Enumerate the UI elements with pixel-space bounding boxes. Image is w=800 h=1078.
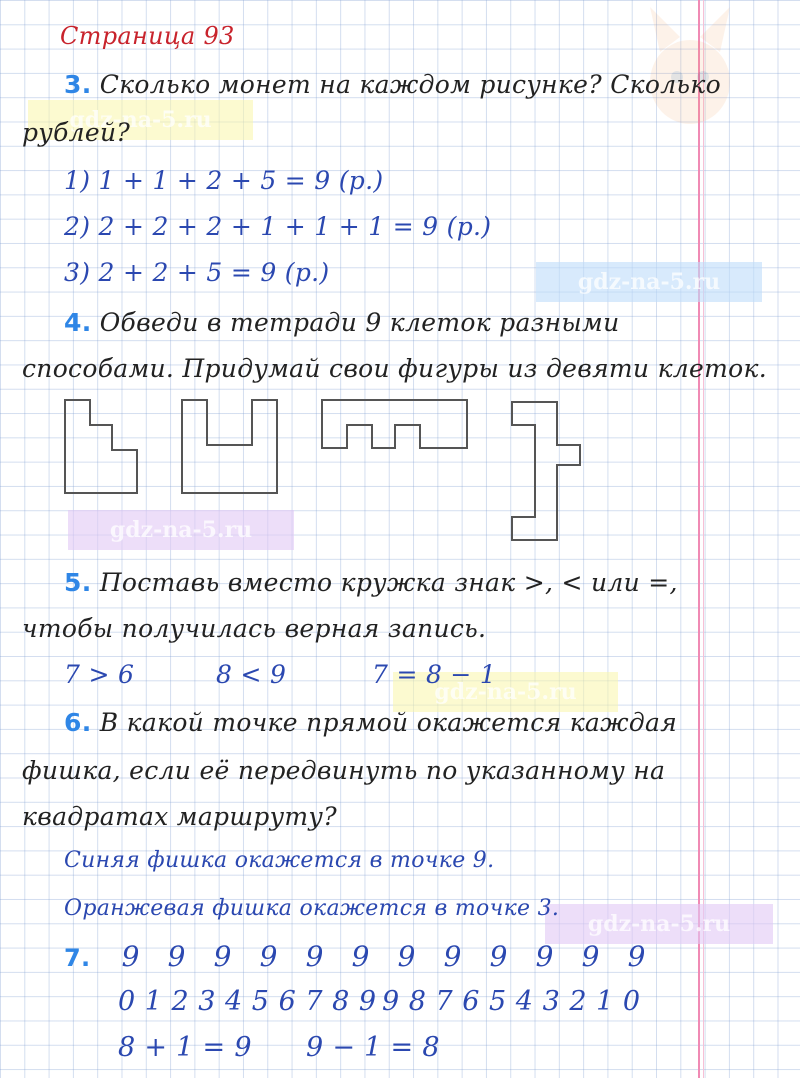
task6-answer-2: Оранжевая фишка окажется в точке 3.: [64, 896, 560, 921]
task7-expr-1: 8 + 1 = 9: [118, 1032, 252, 1063]
task3-answer-3: 3) 2 + 2 + 5 = 9 (р.): [64, 258, 330, 287]
task7-nine: 9: [535, 940, 554, 973]
task3-answer-2: 2) 2 + 2 + 2 + 1 + 1 + 1 = 9 (р.): [64, 212, 492, 241]
task4-question-line2: способами. Придумай свои фигуры из девяти клеток.: [22, 354, 767, 383]
task5-number: 5.: [64, 568, 92, 597]
task5-answer-3: 7 = 8 − 1: [372, 660, 497, 689]
task5-question-line1: [64, 568, 678, 597]
task7-nine: 9: [443, 940, 462, 973]
task7-nine: 9: [259, 940, 278, 973]
task7-nine: 9: [627, 940, 646, 973]
task6-number: 6.: [64, 708, 92, 737]
task4-number: 4.: [64, 308, 92, 337]
watermark: gdz-na-5.ru: [545, 904, 773, 944]
task7-row1: [64, 940, 660, 973]
watermark: gdz-na-5.ru: [536, 262, 762, 302]
watermark: gdz-na-5.ru: [393, 672, 618, 712]
task7-nine: 9: [167, 940, 186, 973]
task7-sequence-up: 0 1 2 3 4 5 6 7 8 9: [118, 986, 377, 1017]
task7-nine: 9: [305, 940, 324, 973]
task3-number: 3.: [64, 70, 92, 99]
task3-question-text: Сколько монет на каждом рисунке? Сколько: [99, 70, 721, 99]
task7-nine: 9: [397, 940, 416, 973]
figure-4: [512, 402, 580, 540]
task4-question-text: Обведи в тетради 9 клеток разными: [99, 308, 620, 337]
task7-nine: 9: [121, 940, 140, 973]
task6-question-text: В какой точке прямой окажется каждая: [99, 708, 678, 737]
task7-nine: 9: [581, 940, 600, 973]
watermark: gdz-na-5.ru: [28, 100, 253, 140]
figure-3: [322, 400, 467, 448]
task6-question-line3: квадратах маршруту?: [22, 802, 337, 831]
task5-question-line2: чтобы получилась верная запись.: [22, 614, 487, 643]
task6-question-line2: фишка, если её передвинуть по указанному на: [22, 756, 666, 785]
task6-answer-1: Синяя фишка окажется в точке 9.: [64, 848, 495, 873]
watermark: gdz-na-5.ru: [68, 510, 294, 550]
task7-expr-2: 9 − 1 = 8: [306, 1032, 440, 1063]
task7-nine: 9: [351, 940, 370, 973]
figure-2: [182, 400, 277, 493]
figure-1: [65, 400, 137, 493]
task7-nine: 9: [213, 940, 232, 973]
task7-nines: [108, 940, 660, 973]
task3-question-line2: рублей?: [22, 118, 131, 147]
task5-question-text: Поставь вместо кружка знак >, < или =,: [99, 568, 678, 597]
task3-answer-1: 1) 1 + 1 + 2 + 5 = 9 (р.): [64, 166, 384, 195]
task5-answer-1: 7 > 6: [64, 660, 135, 689]
page-title: Страница 93: [60, 22, 235, 50]
task5-answer-2: 8 < 9: [216, 660, 287, 689]
task6-question-line1: [64, 708, 677, 737]
task7-sequence-down: 9 8 7 6 5 4 3 2 1 0: [382, 986, 641, 1017]
task7-nine: 9: [489, 940, 508, 973]
task7-number: 7.: [64, 944, 91, 972]
